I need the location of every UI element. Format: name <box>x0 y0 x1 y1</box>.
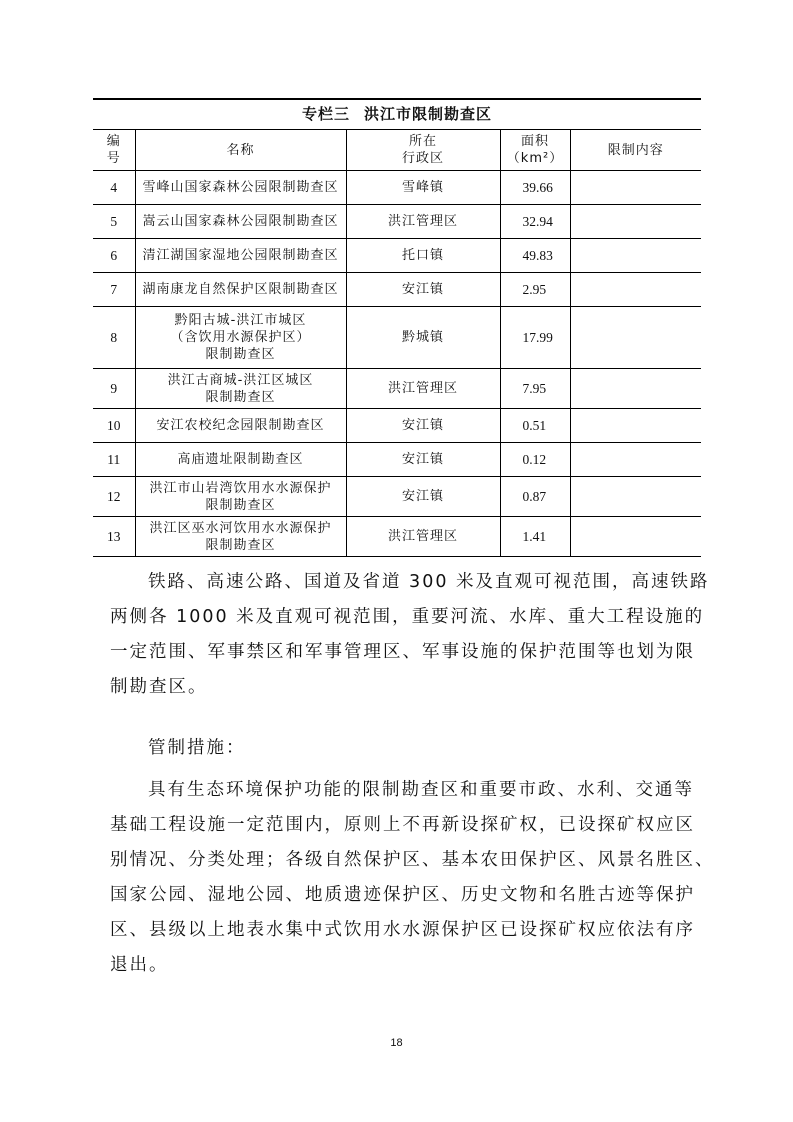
cell-name-line: 嵩云山国家森林公园限制勘查区 <box>142 214 339 229</box>
cell-limit <box>570 477 701 517</box>
cell-area: 0.51 <box>500 409 570 443</box>
cell-name-line: 雪峰山国家森林公园限制勘查区 <box>142 180 339 195</box>
cell-name-line: 高庙遗址限制勘查区 <box>177 452 304 467</box>
table-row <box>93 409 701 443</box>
cell-name-line: 清江湖国家湿地公园限制勘查区 <box>142 248 339 263</box>
cell-name-line: 限制勘查区 <box>205 347 276 362</box>
cell-index: 5 <box>93 205 135 239</box>
header-name: 名称 <box>135 130 346 171</box>
cell-region: 黔城镇 <box>346 307 500 369</box>
cell-region: 洪江管理区 <box>346 205 500 239</box>
box-label: 专栏三 <box>301 105 350 123</box>
cell-region: 洪江管理区 <box>346 517 500 557</box>
cell-limit <box>570 443 701 477</box>
table-row <box>93 369 701 409</box>
cell-region: 安江镇 <box>346 477 500 517</box>
cell-region: 托口镇 <box>346 239 500 273</box>
cell-region: 洪江管理区 <box>346 369 500 409</box>
cell-index: 9 <box>93 369 135 409</box>
cell-region: 安江镇 <box>346 443 500 477</box>
cell-index: 11 <box>93 443 135 477</box>
cell-name-line: 限制勘查区 <box>205 389 276 405</box>
header-limit: 限制内容 <box>570 130 701 171</box>
paragraph-control-heading: 管制措施： <box>148 738 246 758</box>
table-row <box>93 171 701 205</box>
cell-name <box>135 517 346 557</box>
cell-area: 7.95 <box>500 369 570 409</box>
table-row <box>93 443 701 477</box>
cell-name-line: 洪江区巫水河饮用水水源保护 <box>149 520 332 536</box>
cell-area: 0.87 <box>500 477 570 517</box>
cell-area: 2.95 <box>500 273 570 307</box>
cell-name-line: 洪江古商城-洪江区城区 <box>167 372 314 388</box>
paragraph-control-measures: 具有生态环境保护功能的限制勘查区和重要市政、水利、交通等 基础工程设施一定范围内，原则上不再新设探矿权，已设探矿权应区 别情况、分类处理；各级自然保护区、基本农田保护区、风景名胜区、 国家公园、湿地公园、地质遗迹保护区、历史文物和名胜古迹等保护 区、县级以上地表水集中式饮用水水源保护区已设探矿权应依法有序 退出。 <box>110 780 715 975</box>
cell-name <box>135 273 346 307</box>
cell-limit <box>570 517 701 557</box>
cell-name <box>135 171 346 205</box>
table-row <box>93 477 701 517</box>
box-title <box>93 100 701 128</box>
cell-region: 安江镇 <box>346 409 500 443</box>
cell-name <box>135 205 346 239</box>
cell-name-line: （含饮用水源保护区） <box>170 330 311 345</box>
cell-region: 雪峰镇 <box>346 171 500 205</box>
table-row <box>93 239 701 273</box>
paragraph-rail-highway: 铁路、高速公路、国道及省道 300 米及直观可视范围，高速铁路 两侧各 1000 米及直观可视范围，重要河流、水库、重大工程设施的 一定范围、军事禁区和军事管理区、军事设施的保护范围等也划为限 制勘查区。 <box>110 572 710 697</box>
cell-index: 10 <box>93 409 135 443</box>
cell-index: 4 <box>93 171 135 205</box>
cell-limit <box>570 273 701 307</box>
cell-name-line: 限制勘查区 <box>205 537 276 553</box>
cell-index: 8 <box>93 307 135 369</box>
cell-limit <box>570 205 701 239</box>
cell-area: 32.94 <box>500 205 570 239</box>
cell-limit <box>570 409 701 443</box>
cell-area: 1.41 <box>500 517 570 557</box>
cell-region: 安江镇 <box>346 273 500 307</box>
page-number: 18 <box>390 1037 403 1049</box>
table-row <box>93 273 701 307</box>
cell-name-line: 安江农校纪念园限制勘查区 <box>156 418 325 433</box>
table-row <box>93 205 701 239</box>
cell-index: 6 <box>93 239 135 273</box>
cell-name-line: 黔阳古城-洪江市城区 <box>174 313 307 328</box>
cell-limit <box>570 307 701 369</box>
cell-area: 17.99 <box>500 307 570 369</box>
cell-area: 0.12 <box>500 443 570 477</box>
header-region: 所在 行政区 <box>346 130 500 171</box>
cell-limit <box>570 171 701 205</box>
table-header-row <box>93 130 701 171</box>
header-area: 面积 （km²） <box>500 130 570 171</box>
restricted-areas-table <box>93 129 701 557</box>
cell-name-line: 洪江市山岩湾饮用水水源保护 <box>149 480 332 496</box>
cell-name-line: 限制勘查区 <box>205 497 276 513</box>
cell-name <box>135 369 346 409</box>
header-index: 编 号 <box>93 130 135 171</box>
cell-limit <box>570 369 701 409</box>
cell-name <box>135 443 346 477</box>
cell-index: 13 <box>93 517 135 557</box>
cell-name-line: 湖南康龙自然保护区限制勘查区 <box>142 282 339 297</box>
cell-name <box>135 409 346 443</box>
table-row <box>93 307 701 369</box>
cell-area: 49.83 <box>500 239 570 273</box>
cell-index: 7 <box>93 273 135 307</box>
cell-name <box>135 239 346 273</box>
cell-name <box>135 307 346 369</box>
table-body <box>93 171 701 557</box>
cell-name <box>135 477 346 517</box>
box-heading: 洪江市限制勘查区 <box>364 105 493 123</box>
cell-index: 12 <box>93 477 135 517</box>
cell-area: 39.66 <box>500 171 570 205</box>
table-row <box>93 517 701 557</box>
cell-limit <box>570 239 701 273</box>
